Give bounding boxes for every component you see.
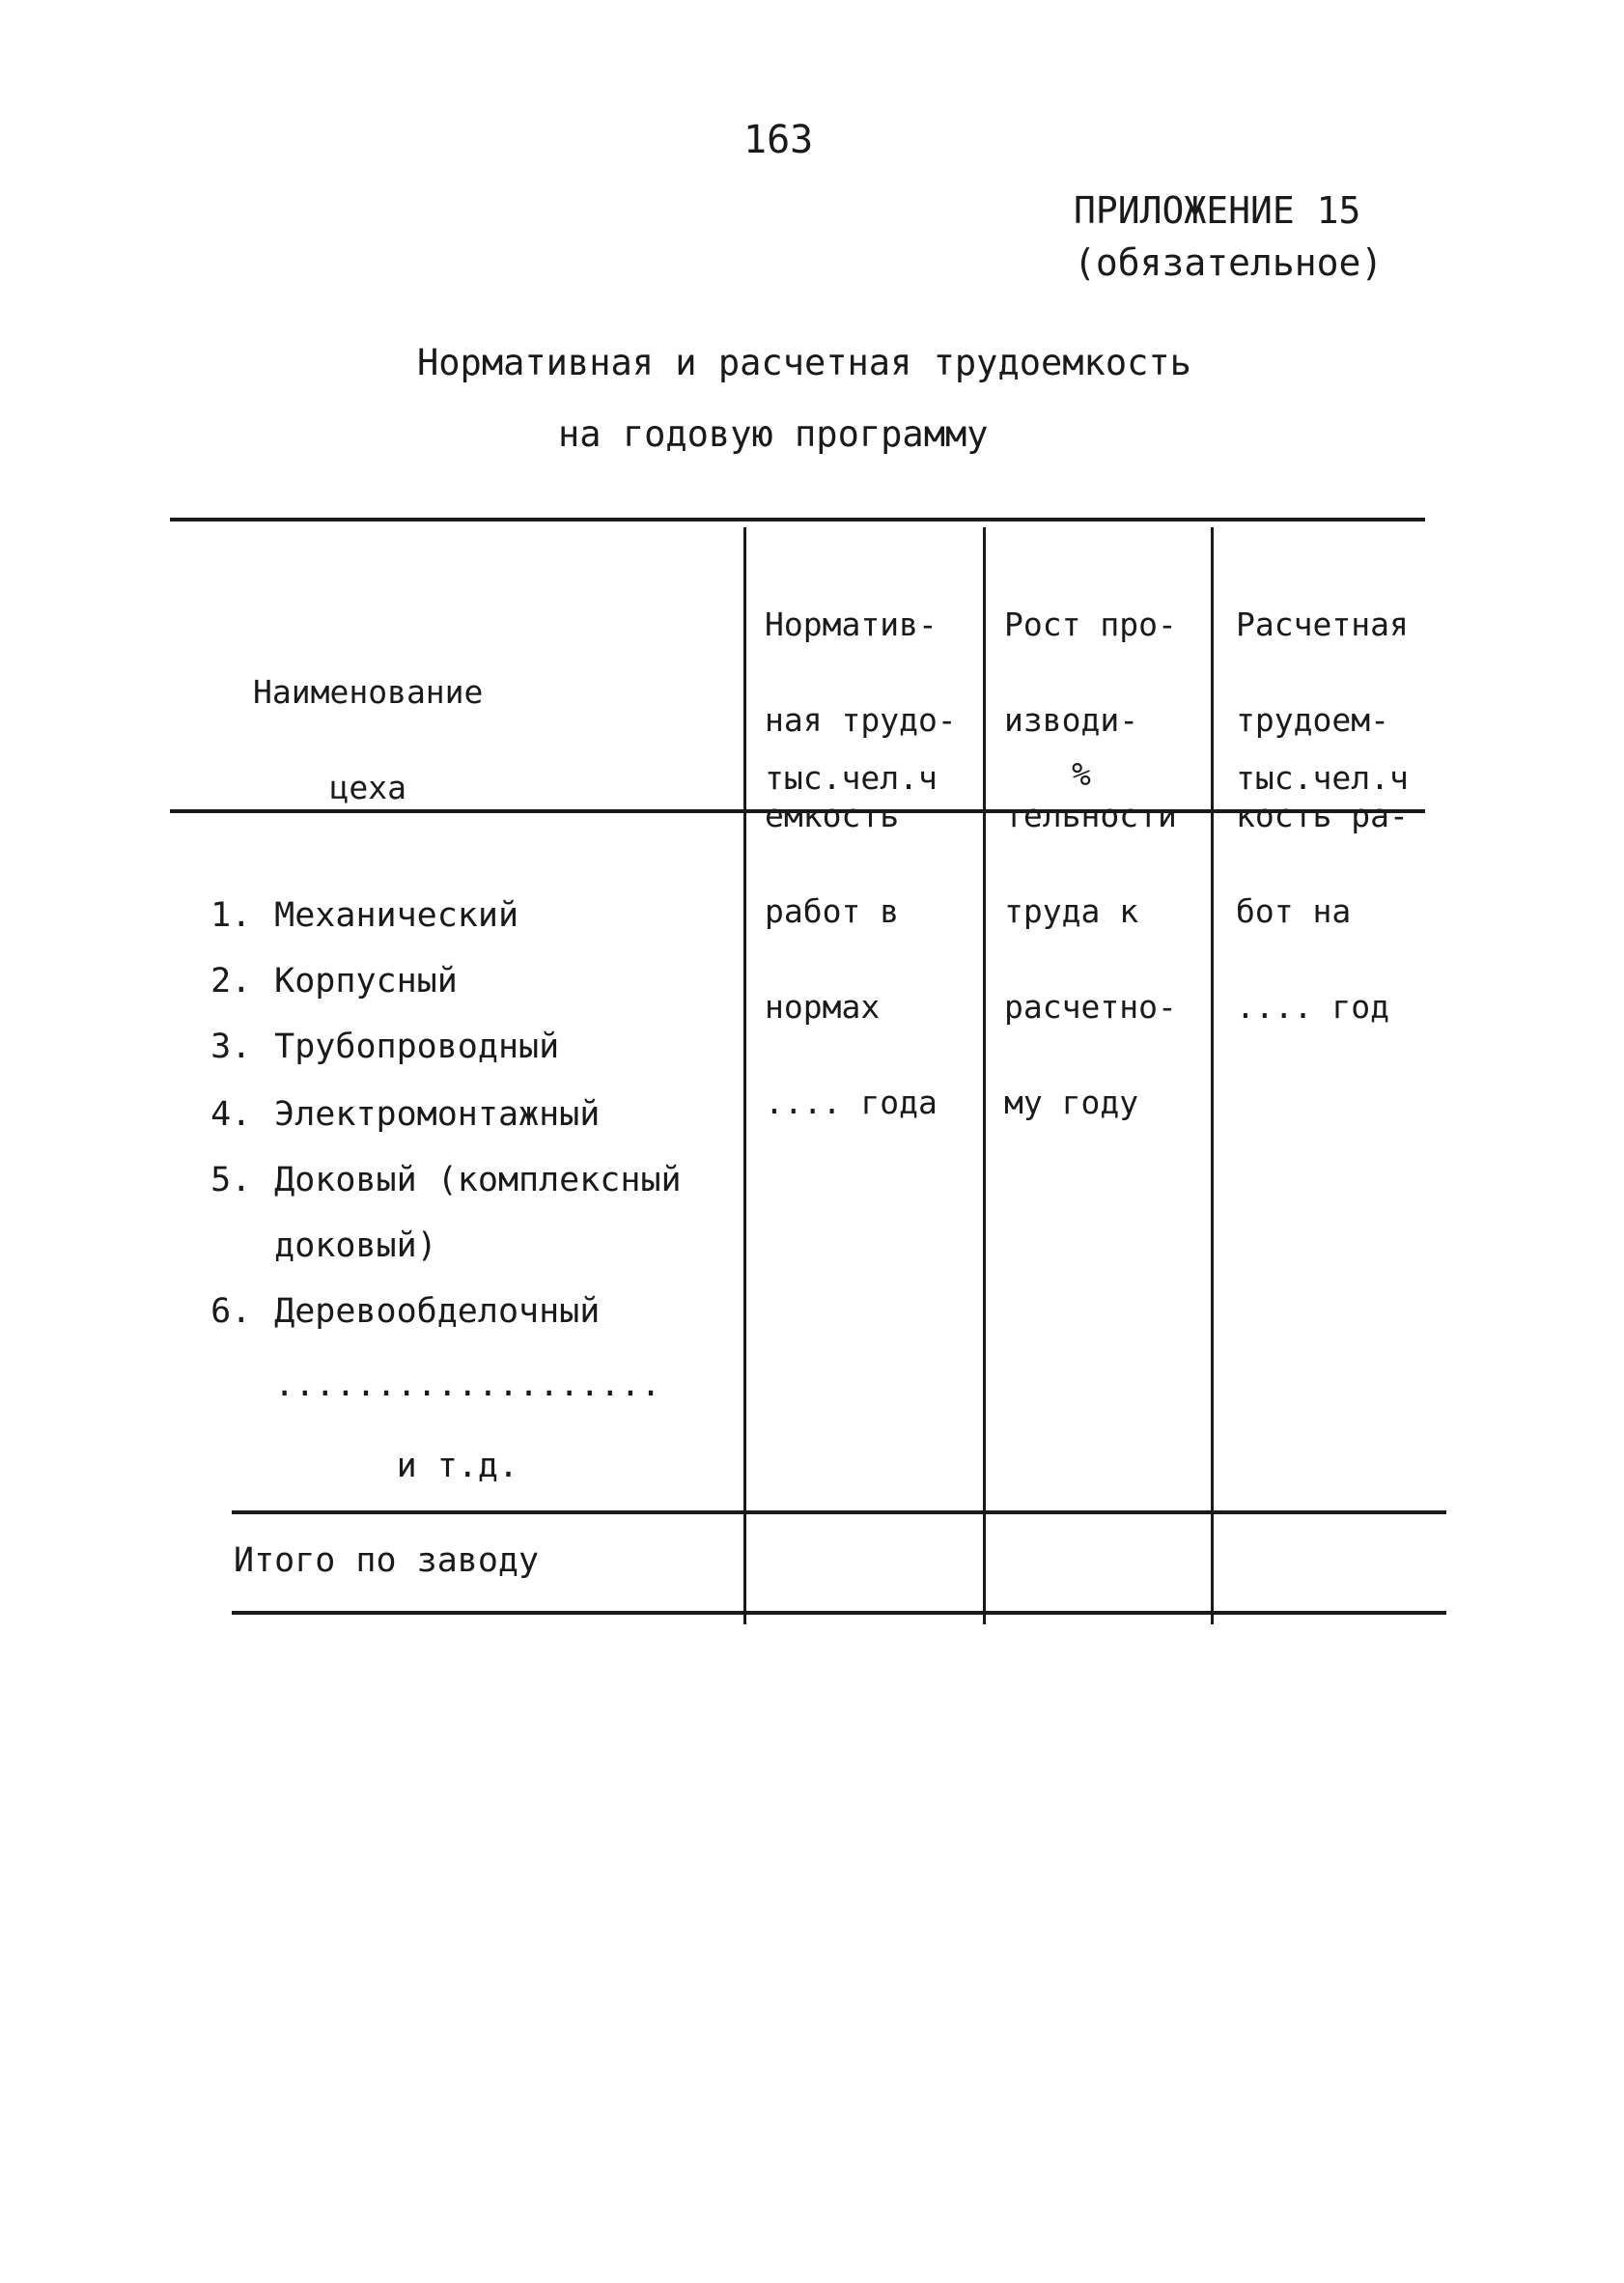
- table-total-label: Итого по заводу: [234, 1541, 540, 1580]
- header-line: Наименование: [253, 673, 484, 711]
- table-top-rule: [170, 518, 1425, 521]
- document-title-line-2: на годовую программу: [558, 413, 989, 455]
- column-header-name: [253, 612, 483, 835]
- header-line: бот на: [1236, 892, 1352, 930]
- header-line: му году: [1004, 1084, 1139, 1121]
- row-number: 2.: [210, 962, 252, 1001]
- table-bottom-rule: [232, 1611, 1446, 1615]
- row-name: ...................: [274, 1366, 661, 1404]
- table-row: [170, 1254, 600, 1331]
- column-header-calculated-labor: [1236, 545, 1409, 1055]
- row-name: Электромонтажный: [274, 1095, 601, 1134]
- row-name: Трубопроводный: [274, 1028, 560, 1066]
- header-line: .... год: [1236, 988, 1389, 1026]
- row-name: Деревообделочный: [274, 1292, 601, 1331]
- header-line: .... года: [765, 1084, 938, 1121]
- header-line: Расчетная: [1236, 606, 1409, 643]
- row-name: и т.д.: [274, 1447, 519, 1485]
- header-line: Норматив-: [765, 606, 938, 643]
- header-line: труда к: [1004, 892, 1139, 930]
- table-row: [170, 1327, 661, 1404]
- row-number: 5.: [210, 1161, 252, 1199]
- header-line: нормах: [765, 988, 881, 1026]
- table-row: [170, 1408, 518, 1485]
- row-name: Доковый (комплексный: [274, 1161, 682, 1199]
- row-number: 1.: [210, 896, 252, 935]
- row-number: 3.: [210, 1028, 252, 1066]
- header-line: трудоем-: [1236, 701, 1389, 739]
- header-line: кость ра-: [1236, 797, 1409, 834]
- row-name: Механический: [274, 896, 519, 935]
- column-header-normative-labor: [765, 545, 957, 1150]
- appendix-title: ПРИЛОЖЕНИЕ 15: [1074, 189, 1361, 232]
- column-unit-calculated-labor: тыс.чел.ч: [1236, 759, 1409, 797]
- appendix-note: (обязательное): [1074, 241, 1384, 284]
- column-unit-productivity-growth: %: [1072, 755, 1091, 793]
- row-name: доковый): [274, 1226, 437, 1265]
- row-name: Корпусный: [274, 962, 458, 1001]
- column-divider-1: [743, 527, 746, 1624]
- page-number: 163: [743, 118, 814, 162]
- header-line: емкость: [765, 797, 900, 834]
- document-title-line-1: Нормативная и расчетная трудоемкость: [417, 342, 1191, 383]
- column-divider-2: [983, 527, 986, 1624]
- table-total-top-rule: [232, 1510, 1446, 1514]
- column-unit-normative-labor: тыс.чел.ч: [765, 759, 938, 797]
- row-number: 6.: [210, 1292, 252, 1331]
- column-divider-3: [1211, 527, 1214, 1624]
- header-line: ная трудо-: [765, 701, 957, 739]
- column-header-productivity-growth: [1004, 545, 1177, 1150]
- header-line: тельности: [1004, 797, 1177, 834]
- header-line: расчетно-: [1004, 988, 1177, 1026]
- table-row: [170, 989, 559, 1066]
- header-line: работ в: [765, 892, 900, 930]
- row-number: 4.: [210, 1095, 252, 1134]
- header-line: цеха: [253, 769, 406, 806]
- header-line: Рост про-: [1004, 606, 1177, 643]
- header-line: изводи-: [1004, 701, 1139, 739]
